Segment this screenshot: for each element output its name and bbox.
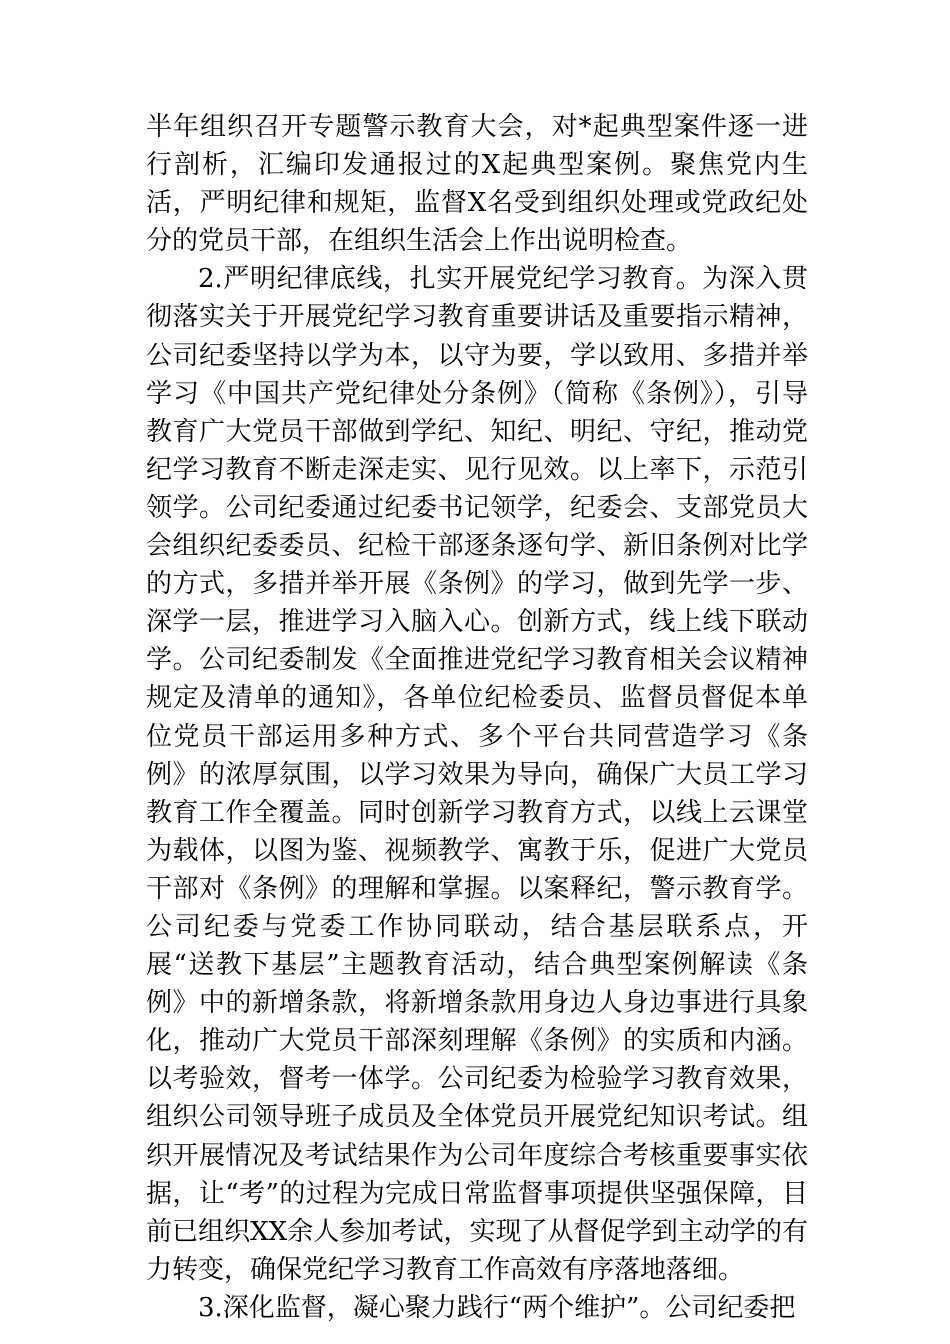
paragraph-continuation: 半年组织召开专题警示教育大会，对*起典型案件逐一进行剖析，汇编印发通报过的X起典型案例。聚焦党内生活，严明纪律和规矩，监督X名受到组织处理或党政纪处分的党员干部，在组织生活会上作出说明检查。 — [146, 112, 808, 257]
paragraph-section-3: 3.深化监督，凝心聚力践行“两个维护”。公司纪委把 — [198, 1292, 796, 1323]
paragraph-section-2: 2.严明纪律底线，扎实开展党纪学习教育。为深入贯彻落实关于开展党纪学习教育重要讲话及重要指示精神，公司纪委坚持以学为本，以守为要，学以致用、多措并举学习《中国共产党纪律处分条例》（简称《条例》），引导教育广大党员干部做到学纪、知纪、明纪、守纪，推动党纪学习教育不断走深走实、见行见效。以上率下，示范引领学。公司纪委通过纪委书记领学，纪委会、支部党员大会组织纪委委员、纪检干部逐条逐句学、新旧条例对比学的方式，多措并举开展《条例》的学习，做到先学一步、深学一层，推进学习入脑入心。创新方式，线上线下联动学。公司纪委制发《全面推进党纪学习教育相关会议精神规定及清单的通知》，各单位纪检委员、监督员督促本单位党员干部运用多种方式、多个平台共同营造学习《条例》的浓厚氛围，以学习效果为导向，确保广大员工学习教育工作全覆盖。同时创新学习教育方式，以线上云课堂为载体，以图为鉴、视频教学、寓教于乐，促进广大党员干部对《条例》的理解和掌握。以案释纪，警示教育学。公司纪委与党委工作协同联动，结合基层联系点，开展“送教下基层”主题教育活动，结合典型案例解读《条例》中的新增条款，将新增条款用身边人身边事进行具象化，推动广大党员干部深刻理解《条例》的实质和内涵。以考验效，督考一体学。公司纪委为检验学习教育效果，组织公司领导班子成员及全体党员开展党纪知识考试。组织开展情况及考试结果作为公司年度综合考核重要事实依据，让“考”的过程为完成日常监督事项提供坚强保障，目前已组织XX余人参加考试，实现了从督促学到主动学的有力转变，确保党纪学习教育工作高效有序落地落细。 — [146, 264, 808, 1285]
document-body — [146, 108, 808, 1327]
